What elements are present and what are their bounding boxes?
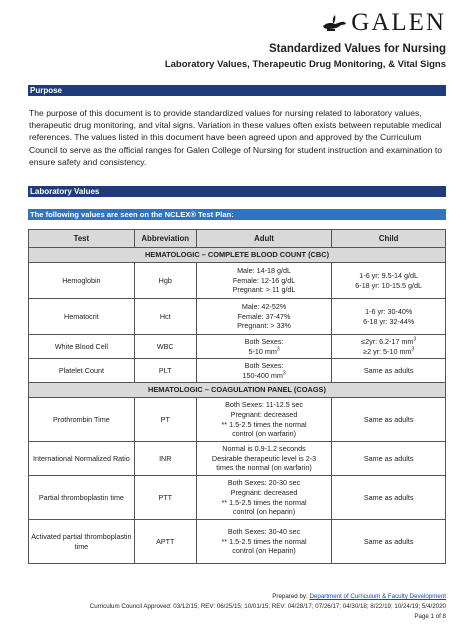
column-header: Adult [196, 230, 332, 248]
child-value: 1-6 yr: 30-40% 6-18 yr: 32-44% [332, 299, 446, 335]
lab-values-heading: Laboratory Values [28, 186, 446, 197]
test-name: Hematocrit [29, 299, 135, 335]
column-header: Abbreviation [134, 230, 196, 248]
child-value: 1-6 yr: 9.5-14 g/dL 6-18 yr: 10-15.5 g/dL [332, 263, 446, 299]
adult-value: Both Sexes: 30-40 sec ** 1.5-2.5 times the normal control (on Heparin) [196, 520, 332, 564]
page-number: Page 1 of 8 [414, 613, 446, 620]
test-name: Prothrombin Time [29, 398, 135, 442]
abbreviation: INR [134, 442, 196, 476]
nclex-heading: The following values are seen on the NCLEX® Test Plan: [28, 209, 446, 220]
adult-value: Male: 14-18 g/dL Female: 12-16 g/dL Pregnant: > 11 g/dL [196, 263, 332, 299]
table-header-row [29, 230, 446, 248]
child-value: ≤2yr: 6.2-17 $mm^3$ ≥2 yr: 5-10 $mm^3$ [332, 335, 446, 359]
table-row [29, 442, 446, 476]
adult-value: Both Sexes: 5-10 $mm^3$ [196, 335, 332, 359]
abbreviation: PT [134, 398, 196, 442]
adult-value: Both Sexes: 11-12.5 sec Pregnant: decreased ** 1.5-2.5 times the normal control (on warfarin) [196, 398, 332, 442]
purpose-heading: Purpose [28, 85, 446, 96]
table-row [29, 359, 446, 383]
abbreviation: PLT [134, 359, 196, 383]
child-value: Same as adults [332, 520, 446, 564]
section-row [29, 248, 446, 263]
adult-value: Normal is 0.9-1.2 seconds Desirable therapeutic level is 2-3 times the normal (on warfarin) [196, 442, 332, 476]
child-value: Same as adults [332, 476, 446, 520]
table-row [29, 299, 446, 335]
brand-name: GALEN [351, 9, 446, 36]
test-name: Activated partial thromboplastin time [29, 520, 135, 564]
abbreviation: WBC [134, 335, 196, 359]
section-row [29, 383, 446, 398]
curriculum-department-link[interactable]: Department of Curriculum & Faculty Development [309, 593, 446, 600]
table-row [29, 476, 446, 520]
test-name: Hemoglobin [29, 263, 135, 299]
child-value: Same as adults [332, 359, 446, 383]
test-name: Partial thromboplastin time [29, 476, 135, 520]
abbreviation: PTT [134, 476, 196, 520]
abbreviation: Hct [134, 299, 196, 335]
lab-values-table [28, 229, 446, 564]
table-row [29, 520, 446, 564]
abbreviation: APTT [134, 520, 196, 564]
document-title: Standardized Values for Nursing [268, 43, 446, 55]
section-title: HEMATOLOGIC – COAGULATION PANEL (COAGS) [29, 383, 446, 398]
document-subtitle: Laboratory Values, Therapeutic Drug Monitoring, & Vital Signs [164, 59, 446, 70]
table-row [29, 335, 446, 359]
adult-value: Both Sexes: 20-30 sec Pregnant: decreased ** 1.5-2.5 times the normal control (on heparin) [196, 476, 332, 520]
abbreviation: Hgb [134, 263, 196, 299]
table-row [29, 263, 446, 299]
section-title: HEMATOLOGIC – COMPLETE BLOOD COUNT (CBC) [29, 248, 446, 263]
child-value: Same as adults [332, 442, 446, 476]
prepared-by: Prepared by: Department of Curriculum & Faculty Development [272, 593, 446, 600]
oil-lamp-icon [321, 13, 347, 33]
test-name: Platelet Count [29, 359, 135, 383]
adult-value: Male: 42-52% Female: 37-47% Pregnant: > 33% [196, 299, 332, 335]
column-header: Child [332, 230, 446, 248]
test-name: White Blood Cell [29, 335, 135, 359]
galen-logo [321, 10, 446, 36]
adult-value: Both Sexes: 150-400 $mm^3$ [196, 359, 332, 383]
child-value: Same as adults [332, 398, 446, 442]
approval-dates: Curriculum Council Approved: 03/12/15; REV: 06/25/15; 10/01/15; REV: 04/28/17; 07/26/17; 04/30/18; 8/22/19; 10/24/19; 5/4/2020 [89, 603, 446, 610]
purpose-text: The purpose of this document is to provide standardized values for nursing related to laboratory values, therapeutic drug monitoring, and vital signs. Variation in these values often exists between reputable medical references. The values listed in this document have been agreed upon and approved by the Curriculum Council to serve as the official ranges for Galen College of Nursing for student instruction and examination to ensure safety and consistency. [29, 108, 443, 167]
column-header: Test [29, 230, 135, 248]
table-row [29, 398, 446, 442]
test-name: International Normalized Ratio [29, 442, 135, 476]
